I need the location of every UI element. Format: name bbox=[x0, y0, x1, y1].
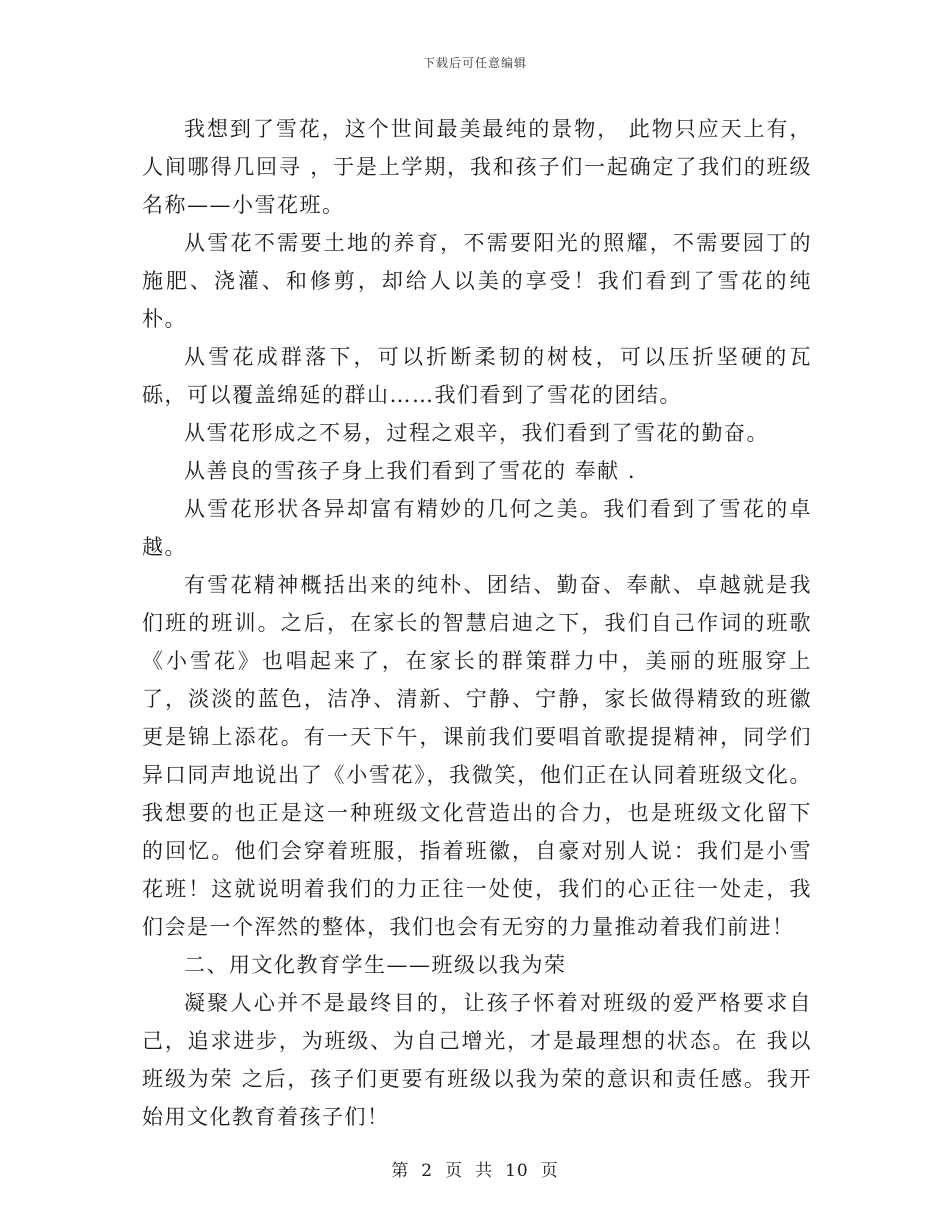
paragraph-4: 从雪花形成之不易，过程之艰辛，我们看到了雪花的勤奋。 bbox=[184, 421, 769, 445]
paragraph-3: 从雪花成群落下，可以折断柔韧的树枝，可以压折坚硬的瓦砾，可以覆盖绵延的群山……我们看到了雪花的团结。 bbox=[142, 345, 812, 407]
paragraph-2: 从雪花不需要土地的养育，不需要阳光的照耀，不需要园丁的施肥、浇灌、和修剪，却给人以美的享受！我们看到了雪花的纯朴。 bbox=[142, 231, 812, 331]
total-label: 共 bbox=[475, 1161, 494, 1181]
paragraph-5: 从善良的雪孩子身上我们看到了雪花的 奉献 . bbox=[184, 459, 637, 483]
page-label-prefix: 第 bbox=[391, 1161, 410, 1181]
page-label-mid: 页 bbox=[445, 1161, 464, 1181]
section-heading: 二、用文化教育学生——班级以我为荣 bbox=[184, 953, 567, 977]
page-footer bbox=[0, 1156, 950, 1181]
total-pages-number: 10 bbox=[505, 1161, 529, 1181]
paragraph-1: 我想到了雪花，这个世间最美最纯的景物， 此物只应天上有，人间哪得几回寻 ，于是上学期，我和孩子们一起确定了我们的班级名称——小雪花班。 bbox=[142, 117, 812, 217]
page-label-suffix: 页 bbox=[540, 1161, 559, 1181]
paragraph-7: 有雪花精神概括出来的纯朴、团结、勤奋、奉献、卓越就是我们班的班训。之后，在家长的智慧启迪之下，我们自己作词的班歌《小雪花》也唱起来了，在家长的群策群力中，美丽的班服穿上了，淡淡的蓝色，洁净、清新、宁静、宁静，家长做得精致的班徽更是锦上添花。有一天下午，课前我们要唱首歌提提精神，同学们异口同声地说出了《小雪花》，我微笑，他们正在认同着班级文化。我想要的也正是这一种班级文化营造出的合力，也是班级文化留下的回忆。他们会穿着班服，指着班徽，自豪对别人说：我们是小雪花班！这就说明着我们的力正往一处使，我们的心正往一处走，我们会是一个浑然的整体，我们也会有无穷的力量推动着我们前进！ bbox=[142, 573, 812, 939]
document-body bbox=[142, 110, 812, 1136]
paragraph-8: 凝聚人心并不是最终目的，让孩子怀着对班级的爱严格要求自己，追求进步，为班级、为自己增光，才是最理想的状态。在 我以班级为荣 之后，孩子们更要有班级以我为荣的意识和责任感。我开始用文化教育着孩子们！ bbox=[142, 991, 812, 1129]
current-page-number: 2 bbox=[421, 1161, 434, 1181]
page-header: 下载后可任意编辑 bbox=[422, 56, 527, 70]
paragraph-6: 从雪花形状各异却富有精妙的几何之美。我们看到了雪花的卓越。 bbox=[142, 497, 812, 559]
